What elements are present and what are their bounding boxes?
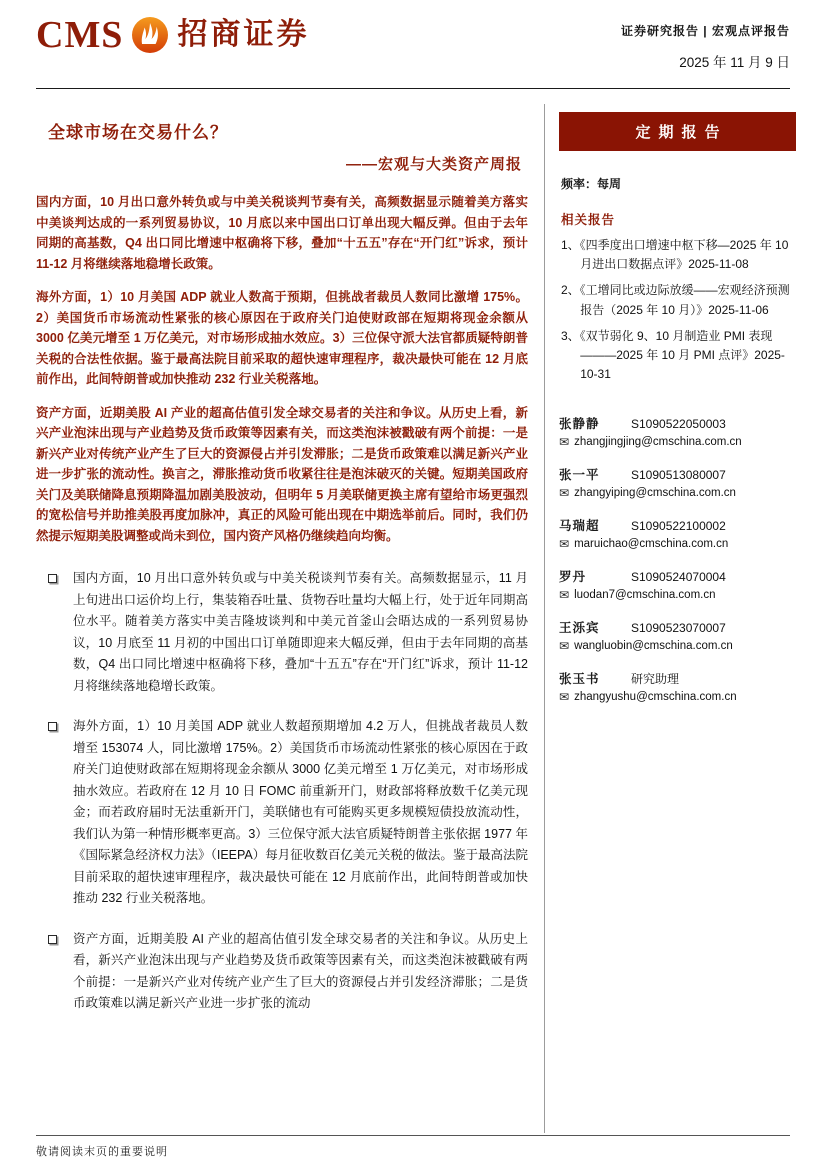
summary-paragraph: 资产方面，近期美股 AI 产业的超高估值引发全球交易者的关注和争议。从历史上看，新兴产业泡沫出现与产业趋势及货币政策等因素有关，而这类泡沫被戳破有两个前提：一是新兴产业对传统产业产生了巨大的资源侵占并引发滞胀；二是货币政策难以满足新兴产业进一步扩张的流动性。换言之，滞胀推动货币收紧往往是泡沫破灭的关键。短期美国政府关门及美联储降息预期降温加剧美股波动，但明年 5 月美联储更换主席有望给市场更强烈的宽松信号并助推美股再度加脉冲，真正的风险可能出现在中期选举前后。同时，我们仍然提示短期美股调整或尚未到位，国内资产风格仍继续趋向均衡。 (36, 405, 528, 543)
analyst-entry (559, 669, 796, 703)
analyst-name: 王泺宾 (559, 621, 600, 636)
summary-paragraph: 海外方面，1）10 月美国 ADP 就业人数高于预期，但挑战者裁员人数同比激增 175%。2）美国货币市场流动性紧张的核心原因在于政府关门迫使财政部在短期将现金余额从 3000 亿美元增至 1 万亿美元，对市场形成抽水效应。3）三位保守派大法官都质疑特朗普关税的合法性依据。鉴于最高法院目前采取的超快速审理程序，裁决最快可能在 12 月底前作出，此间特朗普或加快推动 232 行业关税落地。 (36, 290, 528, 386)
analyst-email[interactable]: wangluobin@cmschina.com.cn (574, 640, 733, 653)
email-icon: ✉ (559, 690, 570, 705)
cms-logo-chinese: 招商证券 (177, 18, 310, 51)
analyst-list (559, 414, 796, 703)
page-subtitle: ——宏观与大类资产周报 (345, 156, 522, 173)
analyst-cert: 研究助理 (631, 672, 680, 687)
report-date: 2025 年 11 月 9 日 (679, 55, 790, 70)
analyst-entry (559, 618, 796, 652)
analyst-name: 马瑞超 (559, 519, 600, 534)
email-icon: ✉ (559, 486, 570, 501)
analyst-cert: S1090513080007 (631, 468, 726, 483)
email-icon: ✉ (559, 435, 570, 450)
analyst-email[interactable]: maruichao@cmschina.com.cn (574, 538, 729, 551)
frequency-label: 频率：每周 (561, 177, 622, 191)
summary-section (36, 192, 528, 546)
sidebar (544, 104, 796, 1133)
analyst-email[interactable]: zhangyushu@cmschina.com.cn (574, 691, 737, 704)
report-type-badge: 定期报告 (559, 112, 796, 151)
bullet-text: 国内方面，10 月出口意外转负或与中美关税谈判节奏有关。高频数据显示，11 月上旬进出口运价均上行，集装箱吞吐量、货物吞吐量均大幅上行，处于近年同期高位水平。随着美方落实中美吉隆坡谈判和中美元首釜山会晤达成的一系列贸易协议，10 月底至 11 月初的中国出口订单随即迎来大幅反弹，但由于去年同期的高基数，Q4 出口同比增速中枢确将下移，叠加“十五五”存在“开门红”诉求，预计 11-12 月将继续落地稳增长政策。 (73, 571, 528, 693)
analyst-cert: S1090522100002 (631, 519, 726, 534)
analyst-email[interactable]: zhangjingjing@cmschina.com.cn (574, 436, 742, 449)
analyst-name: 张玉书 (559, 672, 600, 687)
related-report-item[interactable]: 2、《工增同比或边际放缓——宏观经济预测报告（2025 年 10 月）》2025-11-06 (561, 283, 790, 317)
bullet-item (36, 568, 528, 697)
cms-logo-text: CMS (36, 14, 124, 56)
related-report-item[interactable]: 3、《双节弱化 9、10 月制造业 PMI 表现———2025 年 10 月 PMI 点评》2025-10-31 (561, 328, 785, 382)
email-icon: ✉ (559, 588, 570, 603)
bullet-square-icon (48, 935, 57, 944)
analyst-cert: S1090522050003 (631, 417, 726, 432)
main-column (36, 104, 544, 1133)
analyst-entry (559, 465, 796, 499)
related-report-item[interactable]: 1、《四季度出口增速中枢下移—2025 年 10 月进出口数据点评》2025-11-08 (561, 238, 789, 272)
bullet-text: 海外方面，1）10 月美国 ADP 就业人数超预期增加 4.2 万人，但挑战者裁员人数增至 153074 人，同比激增 175%。2）美国货币市场流动性紧张的核心原因在于政府关门迫使财政部在短期将现金余额从 3000 亿美元增至 1 万亿美元，对市场形成抽水效应。若政府在 12 月 10 日 FOMC 前重新开门，财政部将释放数千亿美元现金；而若政府届时无法重新开门，美联储也有可能购买更多规模短债投放流动性，我们认为第一种情形概率更高。3）三位保守派大法官质疑特朗普主张依据 1977 年《国际紧急经济权力法》（IEEPA）每月征收数百亿美元关税的做法。鉴于最高法院目前采取的超快速审理程序，裁决最快可能在 12 月底前作出，此间特朗普或加快推动 232 行业关税落地。 (73, 719, 528, 905)
footer-disclaimer: 敬请阅读末页的重要说明 (36, 1135, 790, 1159)
page-title: 全球市场在交易什么？ (48, 123, 228, 142)
related-reports-title: 相关报告 (561, 213, 616, 227)
email-icon: ✉ (559, 537, 570, 552)
flame-icon (131, 16, 169, 54)
header (36, 16, 790, 71)
bullet-square-icon (48, 722, 57, 731)
analyst-name: 张静静 (559, 417, 600, 432)
header-meta (621, 16, 790, 71)
report-category: 证券研究报告 | 宏观点评报告 (620, 24, 790, 38)
email-icon: ✉ (559, 639, 570, 654)
analyst-name: 罗丹 (559, 570, 587, 585)
bullet-item (36, 929, 528, 1015)
content (36, 104, 796, 1133)
header-divider (36, 88, 790, 89)
cms-logo (36, 16, 309, 54)
analyst-email[interactable]: luodan7@cmschina.com.cn (574, 589, 716, 602)
analyst-entry (559, 567, 796, 601)
analyst-cert: S1090523070007 (631, 621, 726, 636)
analyst-entry (559, 414, 796, 448)
bullet-text: 资产方面，近期美股 AI 产业的超高估值引发全球交易者的关注和争议。从历史上看，新兴产业泡沫出现与产业趋势及货币政策等因素有关，而这类泡沫被戳破有两个前提：一是新兴产业对传统产业产生了巨大的资源侵占并引发经济滞胀；二是货币政策难以满足新兴产业进一步扩张的流动 (73, 931, 528, 1010)
analyst-cert: S1090524070004 (631, 570, 726, 585)
summary-paragraph: 国内方面，10 月出口意外转负或与中美关税谈判节奏有关，高频数据显示随着美方落实中美谈判达成的一系列贸易协议，10 月底以来中国出口订单出现大幅反弹。但由于去年同期的高基数，Q4 出口同比增速中枢确将下移，叠加“十五五”存在“开门红”诉求，预计 11-12 月将继续落地稳增长政策。 (36, 195, 528, 271)
analyst-entry (559, 516, 796, 550)
bullet-section (36, 568, 528, 1015)
analyst-email[interactable]: zhangyiping@cmschina.com.cn (574, 487, 736, 500)
bullet-item (36, 716, 528, 910)
bullet-square-icon (48, 574, 57, 583)
analyst-name: 张一平 (559, 468, 600, 483)
